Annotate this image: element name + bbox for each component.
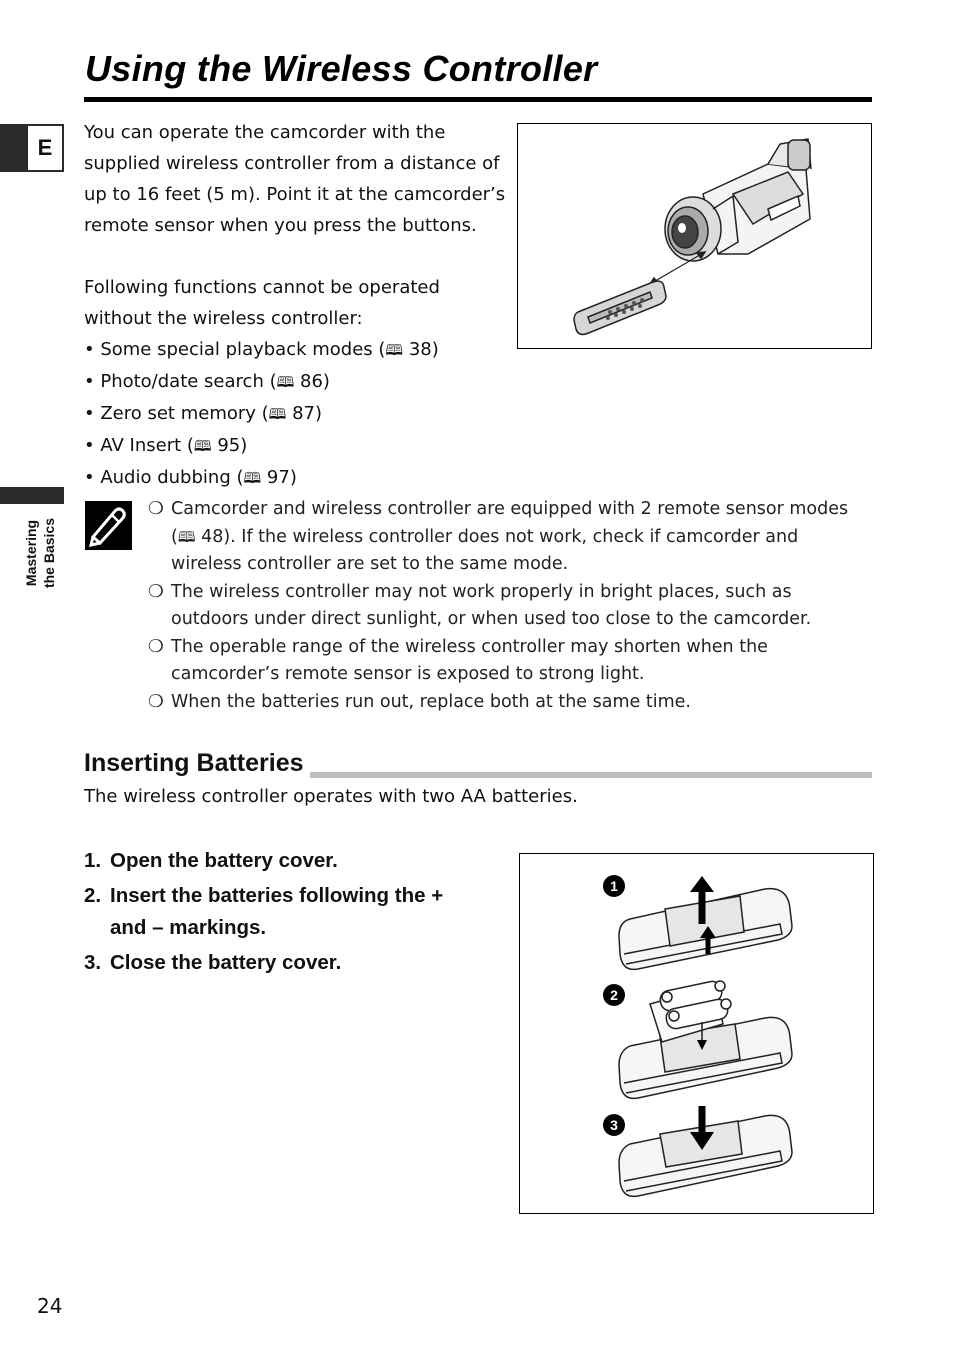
note-item: ❍ The wireless controller may not work properly in bright places, such as outdoors under direct sunlight, or when used too close to the camcorder. [148, 579, 868, 634]
section-heading: Inserting Batteries [84, 749, 310, 778]
intro-line: You can operate the camcorder with the [84, 122, 446, 143]
side-bar [0, 487, 64, 504]
step-item: 2. Insert the batteries following the + and – markings. [84, 884, 444, 939]
step-item: 1. Open the battery cover. [84, 849, 338, 872]
note-bullet: ❍ [148, 581, 164, 602]
camcorder-remote-illustration [517, 123, 872, 349]
intro-line: up to 16 feet (5 m). Point it at the camcorder’s [84, 184, 506, 205]
page-number: 24 [37, 1294, 63, 1318]
step-markers [603, 875, 625, 1136]
bullet-item: • Zero set memory (🕮 87) [84, 403, 323, 424]
book-icon: 🕮 [276, 373, 295, 391]
book-icon: 🕮 [243, 469, 262, 487]
note-item: ❍ When the batteries run out, replace both at the same time. [148, 689, 868, 717]
notes-list [148, 496, 868, 716]
intro-line: supplied wireless controller from a distance of [84, 153, 500, 174]
camcorder-illustration-svg [518, 124, 870, 347]
note-item: ❍ The operable range of the wireless controller may shorten when the camcorder’s remote sensor is exposed to strong light. [148, 634, 868, 689]
bullet-item: • Some special playback modes (🕮 38) [84, 339, 439, 360]
title-rule [84, 97, 872, 102]
book-icon: 🕮 [268, 405, 287, 423]
battery-steps-svg [520, 854, 872, 1212]
book-icon: 🕮 [385, 341, 404, 359]
page-title: Using the Wireless Controller [85, 48, 598, 89]
following-line: without the wireless controller: [84, 308, 363, 329]
section-description: The wireless controller operates with two AA batteries. [84, 786, 578, 807]
step-item: 3. Close the battery cover. [84, 951, 342, 974]
bullet-item: • Photo/date search (🕮 86) [84, 371, 330, 392]
step-marker-1: 1 [610, 878, 618, 894]
battery-insertion-illustration [519, 853, 874, 1214]
following-line: Following functions cannot be operated [84, 277, 440, 298]
side-section-label [22, 503, 58, 603]
step-marker-2: 2 [610, 987, 618, 1003]
side-label-line2: the Basics [41, 517, 57, 589]
step-marker-3: 3 [610, 1117, 618, 1133]
bullet-item: • Audio dubbing (🕮 97) [84, 467, 297, 488]
note-item: ❍ Camcorder and wireless controller are equipped with 2 remote sensor modes (🕮 48). If the wireless controller does not work, check if camcorder and wireless controller are set to the same mode. [148, 496, 868, 579]
note-bullet: ❍ [148, 691, 164, 712]
section-tab-e: E [26, 124, 64, 172]
bullet-item: • AV Insert (🕮 95) [84, 435, 248, 456]
pencil-note-icon [85, 501, 132, 550]
intro-text [84, 117, 514, 494]
note-bullet: ❍ [148, 499, 164, 519]
note-bullet: ❍ [148, 636, 164, 657]
book-icon: 🕮 [193, 437, 212, 455]
book-icon: 🕮 [177, 527, 196, 546]
side-label-line1: Mastering [23, 519, 39, 587]
intro-line: remote sensor when you press the buttons. [84, 215, 477, 236]
steps-list [84, 845, 504, 982]
